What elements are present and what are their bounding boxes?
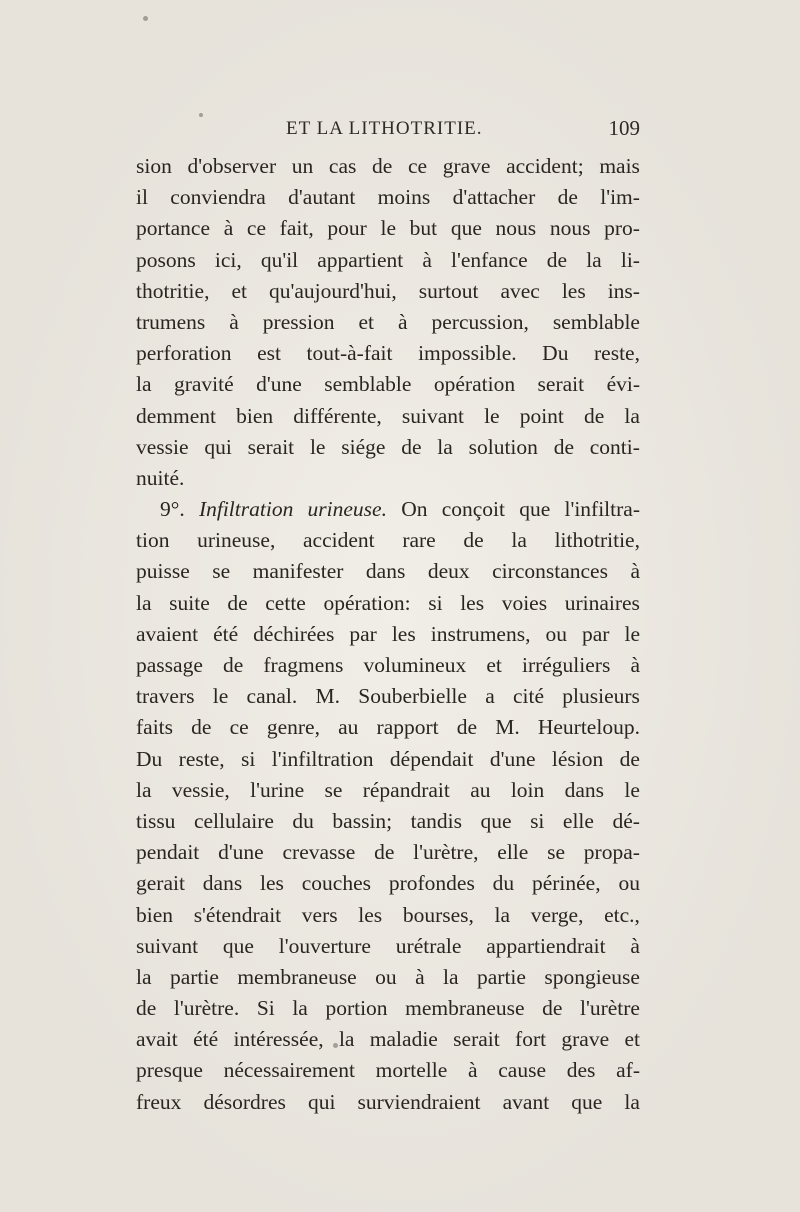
text-line [136,650,640,681]
text-line [136,962,640,993]
text-word: les [460,590,485,615]
text-word: les [561,278,586,303]
text-line [136,556,640,587]
text-word: dans [365,559,406,584]
text-word: au [470,777,491,802]
text-word: le [624,621,640,646]
text-word: bien [236,403,274,428]
text-word: cause [498,1058,547,1083]
text-word: suite [169,590,210,615]
text-word: dé- [612,808,640,833]
text-line [136,775,640,806]
text-word: ins- [607,278,640,303]
text-word: la [494,902,511,927]
text-word: crevasse [282,840,356,865]
text-word: de [191,715,212,740]
text-word: d'une [489,746,536,771]
text-word: bassin; [332,808,393,833]
text-word: canal. [246,684,298,709]
text-word: si [530,808,545,833]
text-word: volumineux [363,653,467,677]
text-word: se [324,777,343,802]
text-word: l'urètre. [173,996,240,1021]
text-word: a [485,684,495,709]
text-word: ce [246,216,266,241]
text-word: nécessairement [223,1058,355,1083]
text-word: de [374,840,395,865]
text-word: à [229,309,239,334]
text-word: accident [303,528,375,553]
text-word: déchirées [253,621,335,646]
text-word: nous [549,216,591,241]
text-word: qu'il [260,247,299,272]
text-word: à [223,216,234,241]
text-word: et [624,1027,640,1052]
text-word: grave [442,154,491,178]
text-word: se [212,559,231,584]
text-line [136,806,640,837]
text-line [136,276,640,307]
text-word: le [624,777,640,802]
text-word: le [212,684,229,709]
text-word: la [443,964,459,989]
text-word: verge, [530,902,584,927]
text-word: deux [427,559,470,584]
ink-speck [143,16,148,21]
text-word: l'urètre, [413,840,479,865]
text-word: de [553,434,574,459]
text-word: rapport [376,715,439,740]
text-word: de [372,154,393,178]
text-word: voies [501,590,548,615]
text-word: lésion [551,746,604,771]
text-word: On [401,497,428,522]
text-word: l'urètre [579,996,640,1021]
text-word: elle [562,808,594,833]
text-word: surviendraient [357,1089,481,1114]
text-word: ou [618,871,640,896]
text-word: membraneuse [405,996,525,1021]
text-word: Du [136,746,163,771]
text-word: que [450,216,482,241]
text-word: de [619,746,640,771]
text-word: de [546,247,568,272]
text-word: de [584,403,605,428]
text-word: vessie [136,434,189,459]
text-word: urinaires [564,590,640,615]
text-word: Si [256,996,275,1021]
text-word: des [566,1058,596,1083]
text-word: d'une [218,840,264,865]
text-line [136,494,640,525]
text-line [136,245,640,276]
text-word: ou [375,964,397,989]
text-word: thotritie, [136,278,210,303]
text-word: est [257,341,281,366]
text-word: l'ouverture [278,933,371,958]
text-word: nuité. [136,465,185,490]
text-word: pour [327,216,367,241]
text-word: si [241,746,256,771]
text-word: à [468,1058,478,1083]
text-word: la [136,590,152,615]
text-word: de [222,653,244,677]
text-word: par [582,621,610,646]
text-word: la [624,403,640,428]
text-word: membraneuse [237,964,357,989]
text-word: loin [510,777,545,802]
text-word: ce [229,715,249,740]
text-line [136,1024,640,1055]
text-word: mortelle [375,1058,448,1083]
text-word: cette [265,590,306,615]
text-word: dans [564,777,605,802]
text-word: périnée, [531,871,601,896]
text-word: à [415,964,425,989]
text-word: maladie [369,1027,438,1052]
text-word: d'attacher [452,185,536,210]
text-word: semblable [324,372,412,397]
text-word: manifester [252,559,344,584]
text-word: pro- [604,216,640,241]
text-word: de [542,996,563,1021]
body-text [136,151,640,1118]
text-word: accident; [506,154,584,178]
text-word: cellulaire [193,808,274,833]
text-word: conviendra [170,185,266,210]
text-line [136,744,640,775]
text-line [136,712,640,743]
text-word: tissu [136,808,176,833]
text-word: gerait [136,871,185,896]
text-word: mais [599,154,640,178]
text-word: de [456,715,478,740]
text-word: M. [315,684,341,709]
text-line [136,1087,640,1118]
text-word: puisse [136,559,190,584]
text-word: elle [497,840,529,865]
text-word: bourses, [402,902,474,927]
running-title: ET LA LITHOTRITIE. [286,118,483,139]
text-word: portance [136,216,211,241]
text-line [136,900,640,931]
text-word: Infiltration [198,497,294,522]
text-word: serait [537,372,585,397]
text-word: d'observer [187,154,277,178]
text-word: cité [512,684,545,709]
text-line [136,619,640,650]
text-word: grave [561,1027,610,1052]
text-line [136,525,640,556]
text-word: un [291,154,314,178]
text-word: serait [247,434,295,459]
text-word: surtout [418,278,479,303]
text-word: conti- [589,434,640,459]
text-word: été [193,1027,219,1052]
text-word: et [231,278,247,303]
text-word: point [519,403,564,428]
text-word: que [571,1089,603,1114]
text-word: de [401,434,422,459]
text-word: l'infiltra- [564,497,640,522]
text-line [136,681,640,712]
text-word: dépendait [389,746,474,771]
text-word: tout-à-fait [306,341,393,366]
text-word: désordres [203,1089,286,1114]
text-word: les [391,621,416,646]
running-head [136,114,640,144]
text-word: percussion, [431,309,529,334]
text-word: etc., [604,902,640,927]
text-word: la [586,247,602,272]
text-word: différente, [293,403,382,428]
text-word: gravité [173,372,234,397]
text-word: appartient [317,247,404,272]
text-word: que [222,933,254,958]
text-word: perforation [136,341,232,366]
text-line [136,837,640,868]
text-word: genre, [266,715,320,740]
text-word: M. [495,715,520,740]
text-word: solution [468,434,538,459]
text-word: à [422,247,432,272]
text-word: reste, [178,746,225,771]
text-word: urineuse, [197,528,276,553]
text-word: la [338,1027,355,1052]
text-word: l'infiltration [271,746,374,771]
text-line [136,931,640,962]
text-word: la [437,434,453,459]
text-word: instrumens, [430,621,531,646]
text-word: suivant [136,933,199,958]
text-word: passage [136,653,203,677]
text-word: opération: [323,590,411,615]
text-word: circonstances [492,559,608,584]
text-word: but [409,216,438,241]
text-line [136,338,640,369]
text-word: partie [169,964,219,989]
text-word: urineuse. [307,497,387,522]
text-word: vers [301,902,338,927]
text-word: spongieuse [544,964,640,989]
text-word: du [492,871,515,896]
text-word: la [136,964,152,989]
text-word: opération [433,372,516,397]
text-word: portion [325,996,388,1021]
text-word: la [292,996,308,1021]
text-word: reste, [594,341,640,366]
text-word: semblable [552,309,640,334]
text-word: l'urine [250,777,305,802]
text-line [136,401,640,432]
text-word: avec [500,278,540,303]
text-word: nous [495,216,537,241]
text-word: ici, [214,247,242,272]
text-word: travers [136,684,195,709]
text-word: la [624,1089,640,1114]
text-word: ce [407,154,428,178]
text-word: avait [136,1027,178,1052]
text-word: bien [136,902,174,927]
text-line [136,151,640,182]
text-word: serait [453,1027,500,1052]
text-word: répandrait [362,777,450,802]
text-word: lithotritie, [554,528,640,553]
text-word: les [358,902,383,927]
text-word: fort [515,1027,547,1052]
text-word: évi- [606,372,640,397]
text-word: que [480,808,512,833]
text-word: plusieurs [562,684,640,709]
text-word: irréguliers [521,653,611,677]
text-word: pression [262,309,335,334]
text-line [136,463,640,494]
text-word: et [358,309,374,334]
page-number: 109 [608,116,640,140]
text-word: de [463,528,484,553]
text-word: Du [542,341,569,366]
text-word: à [630,933,640,958]
text-line [136,993,640,1024]
text-word: avaient [136,621,199,646]
text-word: posons [136,247,196,272]
text-word: urétrale [395,933,462,958]
text-word: fait, [279,216,314,241]
text-word: conçoit [441,497,505,522]
text-word: moins [377,185,431,210]
text-word: freux [136,1089,182,1114]
text-word: Heurteloup. [537,715,640,740]
text-word: il [136,185,148,210]
text-word: af- [616,1058,640,1083]
text-word: qui [307,1089,336,1114]
text-word: de [557,185,578,210]
text-word: fragmens [263,653,344,677]
text-line [136,432,640,463]
text-word: cas [328,154,357,178]
text-word: les [260,871,284,896]
text-word: la [136,777,152,802]
text-word: partie [477,964,526,989]
text-word: demment [136,403,217,428]
text-word: d'autant [288,185,356,210]
text-word: le [484,403,500,428]
text-word: couches [301,871,371,896]
text-word: suivant [401,403,464,428]
text-word: vessie, [171,777,230,802]
text-line [136,868,640,899]
text-word: qui [204,434,232,459]
text-word: du [292,808,314,833]
text-word: ou [545,621,567,646]
text-word: si [428,590,443,615]
text-word: la [136,372,152,397]
text-word: par [349,621,377,646]
text-word: intéressée, [233,1027,324,1052]
text-word: tandis [410,808,463,833]
text-word: été [213,621,239,646]
text-word: faits [136,715,174,740]
text-word: 9°. [160,497,185,522]
text-word: dans [202,871,243,896]
text-word: sion [136,154,172,178]
text-word: trumens [136,309,206,334]
text-word: que [519,497,551,522]
text-word: profondes [388,871,475,896]
text-line [136,1055,640,1086]
text-word: pendait [136,840,200,865]
text-line [136,182,640,213]
text-word: d'une [256,372,302,397]
text-word: li- [620,247,640,272]
text-word: Souberbielle [358,684,467,709]
text-word: le [380,216,396,241]
text-word: qu'aujourd'hui, [268,278,397,303]
text-word: l'enfance [451,247,528,272]
text-line [136,307,640,338]
text-word: à [630,653,640,677]
text-word: à [397,309,408,334]
text-word: presque [136,1058,203,1083]
text-word: de [136,996,157,1021]
text-word: l'im- [600,185,640,210]
text-word: impossible. [418,341,517,366]
text-word: tion [136,528,170,553]
text-word: et [486,653,502,677]
text-word: appartiendrait [486,933,606,958]
text-word: siége [341,434,386,459]
text-word: rare [402,528,436,553]
text-line [136,369,640,400]
text-line [136,588,640,619]
text-word: s'étendrait [193,902,282,927]
text-word: à [630,559,640,584]
text-word: se [547,840,566,865]
text-word: le [309,434,326,459]
text-word: propa- [583,840,640,865]
text-word: avant [502,1089,550,1114]
text-word: au [338,715,359,740]
text-word: de [227,590,248,615]
text-word: la [511,528,527,553]
text-line [136,213,640,244]
